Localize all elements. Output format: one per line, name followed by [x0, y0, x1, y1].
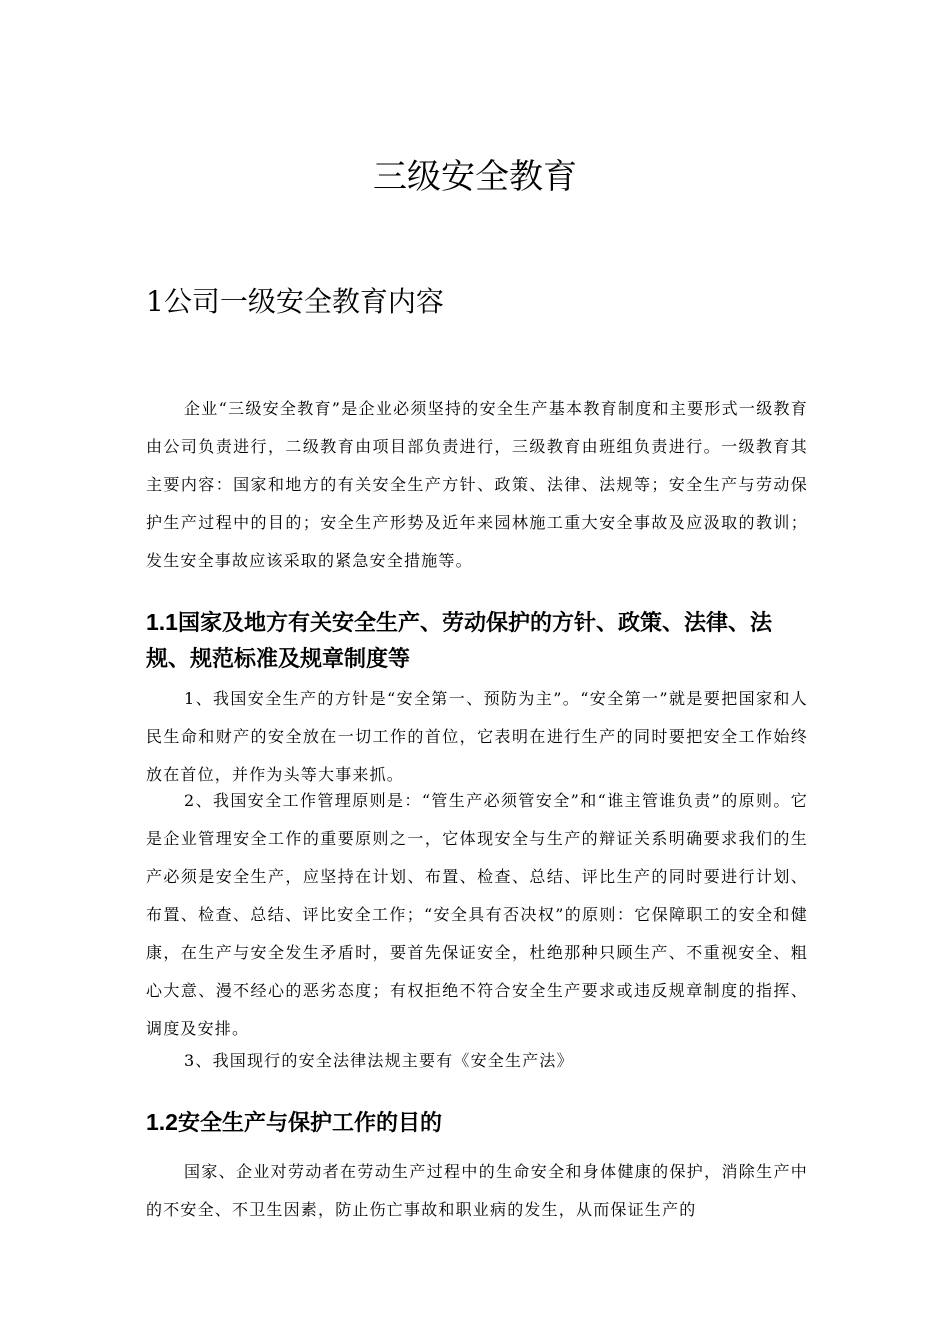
section-1-2-heading-text: 安全生产与保护工作的目的: [177, 1111, 442, 1136]
section-1-2-number: 1.2: [146, 1109, 178, 1135]
section-1-2-paragraph: 国家、企业对劳动者在劳动生产过程中的生命安全和身体健康的保护，消除生产中的不安全、不卫生因素，防止伤亡事故和职业病的发生，从而保证生产的: [146, 1162, 808, 1219]
document-title: 三级安全教育: [373, 157, 577, 197]
section-1-2-heading: [146, 1104, 808, 1142]
section-1-intro-paragraph: 企业“三级安全教育”是企业必须坚持的安全生产基本教育制度和主要形式一级教育由公司负责进行，二级教育由项目部负责进行，三级教育由班组负责进行。一级教育其主要内容：国家和地方的有关安全生产方针、政策、法律、法规等；安全生产与劳动保护生产过程中的目的；安全生产形势及近年来园林施工重大安全事故及应汲取的教训；发生安全事故应该采取的紧急安全措施等。: [146, 399, 808, 570]
section-1-1-number: 1.1: [146, 609, 178, 635]
section-1-1-heading-text: 国家及地方有关安全生产、劳动保护的方针、政策、法律、法规、规范标准及规章制度等: [146, 611, 772, 672]
section-1-1-heading: [146, 604, 808, 678]
section-1-heading: 1公司一级安全教育内容: [146, 285, 444, 318]
section-1-1-paragraph-2: 2、我国安全工作管理原则是：“管生产必须管安全”和“谁主管谁负责”的原则。它是企业管理安全工作的重要原则之一，它体现安全与生产的辩证关系明确要求我们的生产必须是安全生产，应坚持在计划、布置、检查、总结、评比生产的同时要进行计划、布置、检查、总结、评比安全工作；“安全具有否决权”的原则：它保障职工的安全和健康，在生产与安全发生矛盾时，要首先保证安全，杜绝那种只顾生产、不重视安全、粗心大意、漫不经心的恶劣态度；有权拒绝不符合安全生产要求或违反规章制度的指挥、调度及安排。: [146, 791, 808, 1038]
section-1-1-paragraph-3: 3、我国现行的安全法律法规主要有《安全生产法》: [184, 1051, 574, 1070]
section-1-1-paragraph-1: 1、我国安全生产的方针是“安全第一、预防为主”。“安全第一”就是要把国家和人民生命和财产的安全放在一切工作的首位，它表明在进行生产的同时要把安全工作始终放在首位，并作为头等大事来抓。: [146, 689, 808, 784]
